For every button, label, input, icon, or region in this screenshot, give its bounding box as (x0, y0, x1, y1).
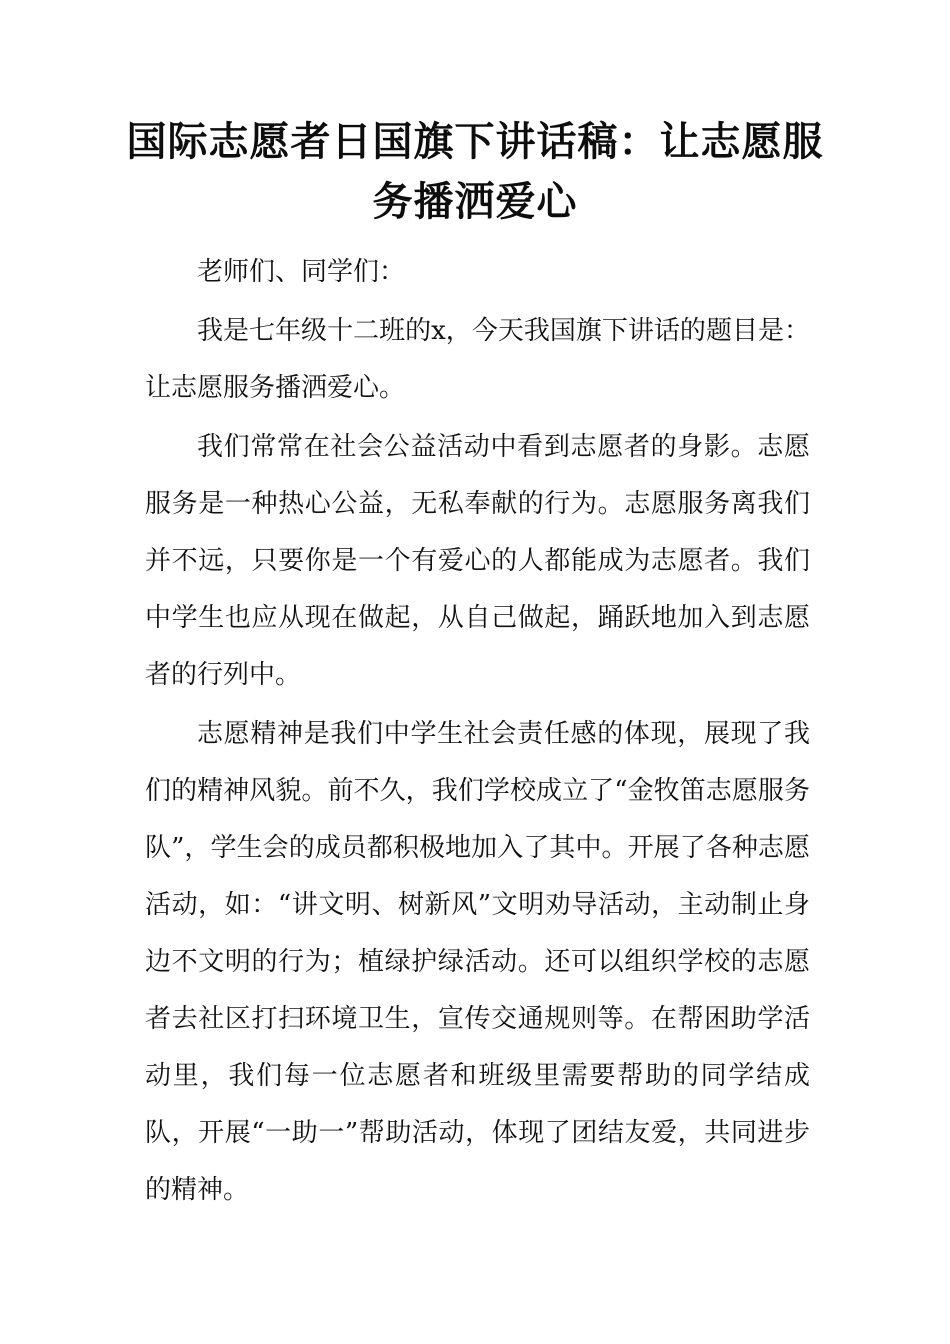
body-paragraph: 我是七年级十二班的x，今天我国旗下讲话的题目是：让志愿服务播洒爱心。 (145, 316, 810, 403)
body-paragraph: 志愿精神是我们中学生社会责任感的体现，展现了我们的精神风貌。前不久，我们学校成立了“金牧笛志愿服务队”，学生会的成员都积极地加入了其中。开展了各种志愿活动，如：“讲文明、树新风”文明劝导活动，主动制止身边不文明的行为；植绿护绿活动。还可以组织学校的志愿者去社区打扫环境卫生，宣传交通规则等。在帮困助学活动里，我们每一位志愿者和班级里需要帮助的同学结成队，开展“一助一”帮助活动，体现了团结友爱，共同进步的精神。 (145, 719, 810, 1205)
greeting-paragraph: 老师们、同学们： (197, 257, 406, 287)
body-paragraph: 我们常常在社会公益活动中看到志愿者的身影。志愿服务是一种热心公益，无私奉献的行为。志愿服务离我们并不远，只要你是一个有爱心的人都能成为志愿者。我们中学生也应从现在做起，从自己做起，踊跃地加入到志愿者的行列中。 (145, 432, 810, 690)
document-body (145, 244, 810, 1221)
document-title: 国际志愿者日国旗下讲话稿：让志愿服务播洒爱心 (126, 119, 824, 225)
